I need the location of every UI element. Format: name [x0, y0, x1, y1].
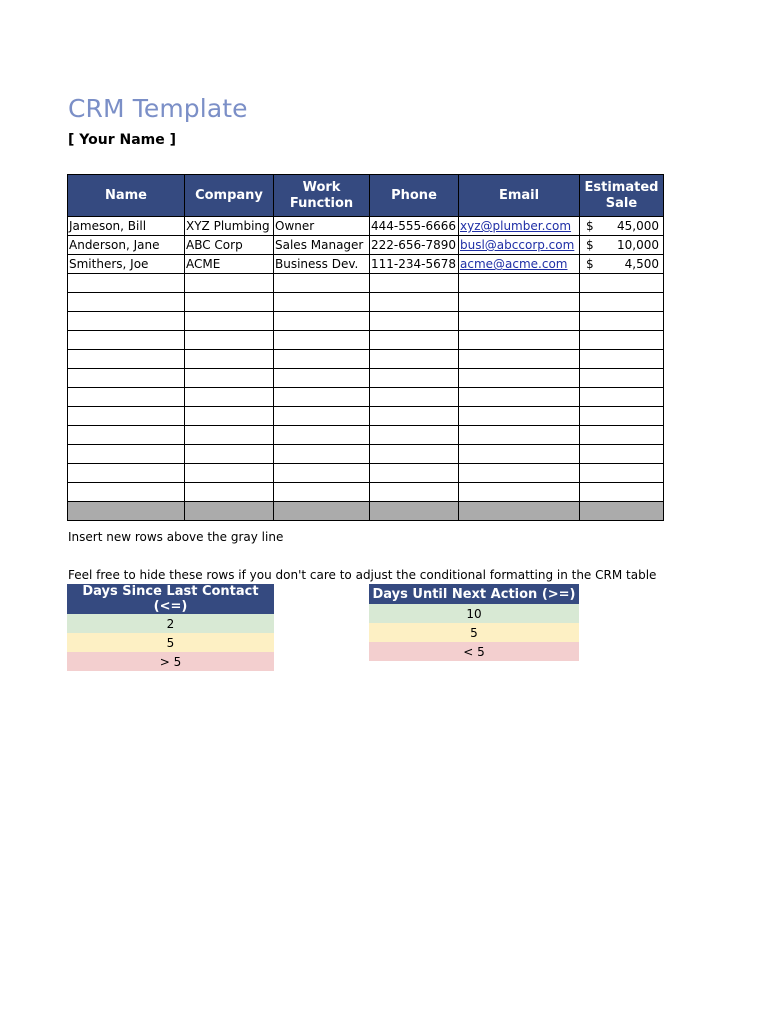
owner-name[interactable]: [ Your Name ]: [68, 132, 177, 148]
legend-days-until-action: [369, 584, 579, 661]
page-title: CRM Template: [68, 94, 248, 123]
empty-cell[interactable]: [68, 445, 185, 464]
empty-row: [68, 445, 664, 464]
empty-row: [68, 464, 664, 483]
col-header-work-function[interactable]: Work Function: [274, 175, 370, 217]
phone-cell[interactable]: 222-656-7890: [370, 236, 459, 255]
legend-contact-yellow[interactable]: 5: [67, 633, 274, 652]
gray-insert-line: [68, 502, 664, 521]
empty-row: [68, 483, 664, 502]
empty-cell[interactable]: [185, 312, 274, 331]
empty-cell[interactable]: [68, 483, 185, 502]
col-header-estimated-sale[interactable]: Estimated Sale: [580, 175, 664, 217]
currency-symbol: $: [586, 257, 594, 271]
name-cell[interactable]: Jameson, Bill: [68, 217, 185, 236]
legend-action-yellow[interactable]: 5: [369, 623, 579, 642]
empty-cell[interactable]: [580, 350, 664, 369]
sale-amount: 10,000: [617, 238, 659, 252]
empty-cell[interactable]: [274, 426, 370, 445]
gray-cell: [274, 502, 370, 521]
empty-cell[interactable]: [580, 331, 664, 350]
empty-cell[interactable]: [370, 369, 459, 388]
empty-cell[interactable]: [185, 445, 274, 464]
empty-cell[interactable]: [370, 350, 459, 369]
empty-cell[interactable]: [459, 483, 580, 502]
empty-cell[interactable]: [68, 312, 185, 331]
empty-cell[interactable]: [185, 407, 274, 426]
phone-cell[interactable]: 444-555-6666: [370, 217, 459, 236]
legend-contact-header: Days Since Last Contact (<=): [67, 584, 274, 614]
empty-cell[interactable]: [68, 293, 185, 312]
email-cell[interactable]: [459, 236, 580, 255]
empty-cell[interactable]: [459, 369, 580, 388]
empty-cell[interactable]: [459, 274, 580, 293]
hide-rows-note: Feel free to hide these rows if you don't care to adjust the conditional formatting in the CRM table: [68, 568, 657, 582]
sale-amount: 45,000: [617, 219, 659, 233]
col-header-phone[interactable]: Phone: [370, 175, 459, 217]
empty-cell[interactable]: [185, 293, 274, 312]
empty-cell[interactable]: [580, 483, 664, 502]
empty-row: [68, 331, 664, 350]
empty-cell[interactable]: [580, 369, 664, 388]
empty-cell[interactable]: [370, 407, 459, 426]
empty-cell[interactable]: [185, 483, 274, 502]
estimated-sale-cell[interactable]: [580, 217, 664, 236]
work-function-cell[interactable]: Sales Manager: [274, 236, 370, 255]
crm-table: [67, 174, 664, 521]
table-row: [68, 236, 664, 255]
empty-cell[interactable]: [68, 464, 185, 483]
gray-cell: [185, 502, 274, 521]
empty-row: [68, 293, 664, 312]
empty-cell[interactable]: [185, 350, 274, 369]
email-cell[interactable]: [459, 217, 580, 236]
empty-row: [68, 388, 664, 407]
gray-cell: [580, 502, 664, 521]
legend-action-green[interactable]: 10: [369, 604, 579, 623]
empty-cell[interactable]: [68, 350, 185, 369]
phone-cell[interactable]: 111-234-5678: [370, 255, 459, 274]
empty-row: [68, 312, 664, 331]
legend-contact-red[interactable]: > 5: [67, 652, 274, 671]
col-header-company[interactable]: Company: [185, 175, 274, 217]
empty-row: [68, 426, 664, 445]
legend-days-since-contact: [67, 584, 274, 671]
crm-header-row: [68, 175, 664, 217]
empty-cell[interactable]: [370, 426, 459, 445]
empty-cell[interactable]: [274, 293, 370, 312]
empty-cell[interactable]: [274, 274, 370, 293]
empty-cell[interactable]: [185, 369, 274, 388]
empty-row: [68, 274, 664, 293]
estimated-sale-cell[interactable]: [580, 255, 664, 274]
legend-action-red[interactable]: < 5: [369, 642, 579, 661]
sale-amount: 4,500: [624, 257, 659, 271]
email-cell[interactable]: [459, 255, 580, 274]
empty-cell[interactable]: [580, 407, 664, 426]
empty-cell[interactable]: [459, 426, 580, 445]
currency-symbol: $: [586, 219, 594, 233]
empty-cell[interactable]: [68, 274, 185, 293]
empty-cell[interactable]: [274, 350, 370, 369]
empty-cell[interactable]: [68, 369, 185, 388]
name-cell[interactable]: Anderson, Jane: [68, 236, 185, 255]
empty-cell[interactable]: [185, 331, 274, 350]
empty-row: [68, 350, 664, 369]
empty-cell[interactable]: [68, 388, 185, 407]
email-link[interactable]: xyz@plumber.com: [460, 219, 572, 233]
empty-cell[interactable]: [274, 407, 370, 426]
empty-cell[interactable]: [580, 445, 664, 464]
empty-cell[interactable]: [459, 293, 580, 312]
empty-cell[interactable]: [274, 388, 370, 407]
empty-cell[interactable]: [370, 388, 459, 407]
gray-cell: [370, 502, 459, 521]
empty-cell[interactable]: [370, 293, 459, 312]
email-link[interactable]: acme@acme.com: [460, 257, 568, 271]
empty-cell[interactable]: [459, 445, 580, 464]
empty-cell[interactable]: [459, 388, 580, 407]
empty-cell[interactable]: [370, 483, 459, 502]
company-cell[interactable]: XYZ Plumbing: [185, 217, 274, 236]
empty-cell[interactable]: [370, 464, 459, 483]
empty-cell[interactable]: [580, 464, 664, 483]
empty-cell[interactable]: [459, 464, 580, 483]
empty-cell[interactable]: [580, 274, 664, 293]
gray-cell: [68, 502, 185, 521]
col-header-name[interactable]: Name: [68, 175, 185, 217]
empty-cell[interactable]: [68, 426, 185, 445]
table-row: [68, 217, 664, 236]
empty-cell[interactable]: [580, 426, 664, 445]
empty-cell[interactable]: [370, 331, 459, 350]
empty-cell[interactable]: [68, 407, 185, 426]
work-function-cell[interactable]: Business Dev.: [274, 255, 370, 274]
empty-cell[interactable]: [274, 312, 370, 331]
name-cell[interactable]: Smithers, Joe: [68, 255, 185, 274]
col-header-email[interactable]: Email: [459, 175, 580, 217]
empty-cell[interactable]: [580, 312, 664, 331]
work-function-cell[interactable]: Owner: [274, 217, 370, 236]
empty-cell[interactable]: [370, 312, 459, 331]
empty-cell[interactable]: [459, 312, 580, 331]
insert-rows-note: Insert new rows above the gray line: [68, 530, 284, 544]
empty-cell[interactable]: [274, 483, 370, 502]
empty-cell[interactable]: [274, 464, 370, 483]
email-link[interactable]: busl@abccorp.com: [460, 238, 575, 252]
empty-cell[interactable]: [459, 407, 580, 426]
company-cell[interactable]: ABC Corp: [185, 236, 274, 255]
empty-cell[interactable]: [185, 426, 274, 445]
empty-cell[interactable]: [580, 388, 664, 407]
empty-row: [68, 407, 664, 426]
empty-cell[interactable]: [370, 445, 459, 464]
empty-cell[interactable]: [185, 464, 274, 483]
empty-cell[interactable]: [185, 388, 274, 407]
empty-cell[interactable]: [580, 293, 664, 312]
empty-cell[interactable]: [68, 331, 185, 350]
currency-symbol: $: [586, 238, 594, 252]
legend-action-header: Days Until Next Action (>=): [369, 584, 579, 604]
empty-cell[interactable]: [459, 331, 580, 350]
empty-cell[interactable]: [370, 274, 459, 293]
empty-cell[interactable]: [274, 445, 370, 464]
company-cell[interactable]: ACME: [185, 255, 274, 274]
empty-cell[interactable]: [274, 369, 370, 388]
empty-row: [68, 369, 664, 388]
empty-cell[interactable]: [274, 331, 370, 350]
empty-cell[interactable]: [459, 350, 580, 369]
table-row: [68, 255, 664, 274]
empty-cell[interactable]: [185, 274, 274, 293]
estimated-sale-cell[interactable]: [580, 236, 664, 255]
legend-contact-green[interactable]: 2: [67, 614, 274, 633]
gray-cell: [459, 502, 580, 521]
